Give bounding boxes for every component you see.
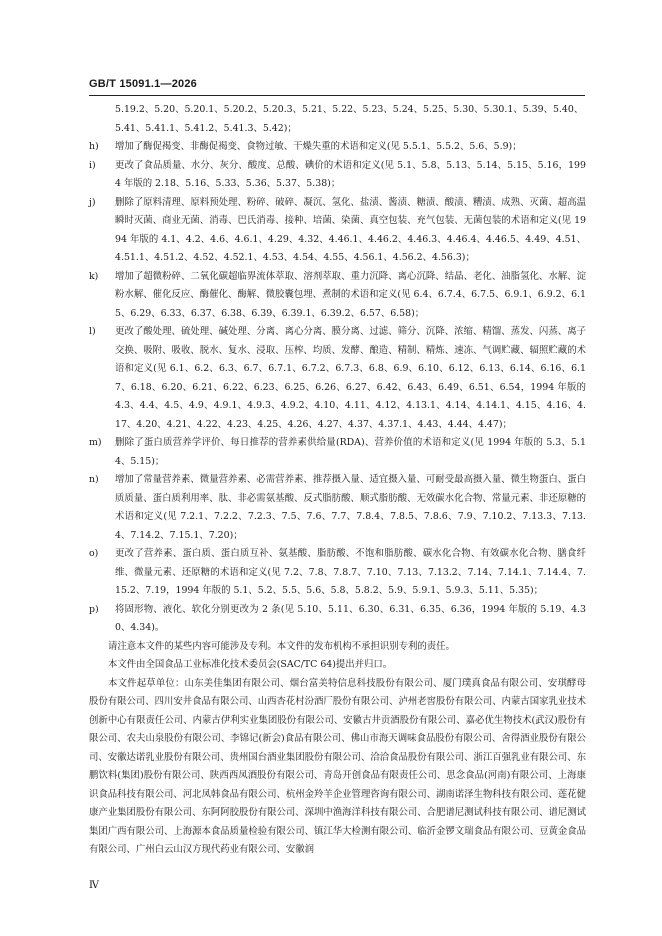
document-body: [89, 101, 586, 860]
list-item-label: h): [89, 141, 99, 152]
list-item-l: [89, 323, 586, 434]
list-item-text: 更改了营养素、蛋白质、蛋白质互补、氨基酸、脂肪酸、不饱和脂肪酸、碳水化合物、有效碳水化合物、膳食纤维、微量元素、还原糖的术语和定义(见 7.2、7.8、7.8.7、7.10、7.13、7.13.2、7.14、7.14.1、7.14.4、7.15.2、7.19，1994 年版的 5.1、5.2、5.5、5.6、5.8、5.8.2、5.9、5.9.1、5.9.3、5.11、5.35)；: [115, 548, 586, 596]
list-item-label: i): [89, 159, 96, 171]
list-item-h: [89, 138, 586, 157]
standard-id-header: GB/T 15091.1—2026: [89, 78, 197, 90]
list-item-text: 增加了酶促褐变、非酶促褐变、食物过敏、干燥失重的术语和定义(见 5.5.1、5.5.2、5.6、5.9)；: [115, 141, 522, 152]
list-item-p: [89, 601, 586, 638]
list-item-text: 增加了常量营养素、微量营养素、必需营养素、推荐摄入量、适宜摄入量、可耐受最高摄入量、微生物蛋白、蛋白质质量、蛋白质利用率、肽、非必需氨基酸、反式脂肪酸、顺式脂肪酸、无效碳水化合物、常量元素、非还原糖的术语和定义(见 7.2.1、7.2.2、7.2.3、7.5、7.6、7.7、7.8.4、7.8.5、7.8.6、7.9、7.10.2、7.13.3、7.13.4、7.14.2、7.15.1、7.20)；: [115, 474, 586, 541]
list-item-text: 更改了食品质量、水分、灰分、酸度、总酸、碘价的术语和定义(见 5.1、5.8、5.13、5.14、5.15、5.16，1994 年版的 2.18、5.16、5.33、5.36、5.37、5.38)；: [115, 159, 586, 189]
list-item-text: 增加了超微粉碎、二氧化碳超临界流体萃取、溶剂萃取、重力沉降、离心沉降、结晶、老化、油脂氢化、水解、淀粉水解、催化反应、酶催化、酶解、微胶囊包埋、煮制的术语和定义(见 6.4、6.7.4、6.7.5、6.9.1、6.9.2、6.15、6.29、6.33、6.37、6.38、6.39、6.39.1、6.39.2、6.57、6.58)；: [115, 270, 586, 319]
patent-notice: 请注意本文件的某些内容可能涉及专利。本文件的发布机构不承担识别专利的责任。: [108, 640, 455, 652]
list-item-k: [89, 268, 586, 324]
header-rule: [89, 95, 585, 96]
list-item-text: 删除了原料清理、原料预处理、粉碎、破碎、凝沉、氢化、盐渍、酱渍、糖渍、酸渍、糟渍、成熟、灭菌、超高温瞬时灭菌、商业无菌、消毒、巴氏消毒、接种、培菌、染菌、真空包装、充气包装、无菌包装的术语和定义(见 1994 年版的 4.1、4.2、4.6、4.6.1、4.29、4.32、4.46.1、4.46.2、4.46.3、4.46.4、4.46.5、4.49、4.51、4.51.1、4.51.2、4.52、4.52.1、4.53、4.54、4.55、4.56.1、4.56.2、4.56.3)；: [115, 196, 586, 263]
page-number: Ⅳ: [89, 880, 99, 891]
continued-text: 5.19.2、5.20、5.20.1、5.20.2、5.20.3、5.21、5.22、5.23、5.24、5.25、5.30、5.30.1、5.39、5.40、5.41、5.41.1、5.41.2、5.41.3、5.42)；: [115, 104, 584, 134]
list-item-label: n): [89, 474, 99, 485]
list-item-o: [89, 545, 586, 601]
list-item-n: [89, 471, 586, 545]
list-item-text: 删除了蛋白质营养学评价、每日推荐的营养素供给量(RDA)、营养价值的术语和定义(见 1994 年版的 5.3、5.14、5.15)；: [115, 437, 586, 467]
list-item-label: k): [89, 270, 99, 282]
list-item-label: j): [89, 196, 96, 208]
list-item-text: 更改了酸处理、硫处理、碱处理、分离、离心分离、膜分离、过滤、筛分、沉降、浓缩、精馏、蒸发、闪蒸、离子交换、吸附、吸收、脱水、复水、浸取、压榨、均质、发酵、酿造、精制、精炼、速冻、气调贮藏、辐照贮藏的术语和定义(见 6.1、6.2、6.3、6.7、6.7.1、6.7.2、6.7.3、6.8、6.9、6.10、6.12、6.13、6.14、6.16、6.17、6.18、6.20、6.21、6.22、6.23、6.25、6.26、6.27、6.42、6.43、6.49、6.51、6.54，1994 年版的 4.3、4.4、4.5、4.9、4.9.1、4.9.3、4.9.2、4.10、4.11、4.12、4.13.1、4.14、4.14.1、4.15、4.16、4.17、4.20、4.21、4.22、4.23、4.25、4.26、4.27、4.37、4.37.1、4.43、4.44、4.47)；: [115, 326, 586, 430]
list-item-j: [89, 194, 586, 268]
list-item-text: 将固形物、液化、软化分别更改为 2 条(见 5.10、5.11、6.30、6.31、6.35、6.36，1994 年版的 5.19、4.30、4.34)。: [115, 603, 586, 633]
list-item-label: p): [89, 603, 99, 615]
list-item-label: l): [89, 326, 96, 337]
proposer-statement: 本文件由全国食品工业标准化技术委员会(SAC/TC 64)提出并归口。: [108, 659, 393, 670]
list-item-label: o): [89, 548, 99, 559]
list-item-label: m): [89, 437, 102, 448]
list-item-m: [89, 434, 586, 471]
drafting-organizations: 本文件起草单位：山东美佳集团有限公司、烟台富美特信息科技股份有限公司、厦门璞真食品有限公司、安琪酵母股份有限公司、四川安井食品有限公司、山西杏花村汾酒厂股份有限公司、泸州老窖股份有限公司、内蒙古国家乳业技术创新中心有限责任公司、内蒙古伊利实业集团股份有限公司、安徽古井贡酒股份有限公司、嘉必优生物技术(武汉)股份有限公司、农夫山泉股份有限公司、李锦记(新会)食品有限公司、佛山市海天调味食品股份有限公司、舍得酒业股份有限公司、安徽达诺乳业股份有限公司、贵州国台酒业集团股份有限公司、洽洽食品股份有限公司、浙江百强乳业有限公司、东鹏饮料(集团)股份有限公司、陕西西凤酒股份有限公司、青岛开创食品有限责任公司、思念食品(河南)有限公司、上海康识食品科技有限公司、河北凤韩食品有限公司、杭州金羚羊企业管理咨询有限公司、湖南诺泽生物科技有限公司、莲花健康产业集团股份有限公司、东阿阿胶股份有限公司、深圳中渔海洋科技有限公司、合肥谱尼测试科技有限公司、谱尼测试集团广西有限公司、上海源本食品质量检验有限公司、镇江华大检测有限公司、临沂金锣文瑞食品有限公司、豆黄金食品有限公司、广州白云山汉方现代药业有限公司、安徽润: [89, 677, 586, 855]
list-item-i: [89, 157, 586, 194]
